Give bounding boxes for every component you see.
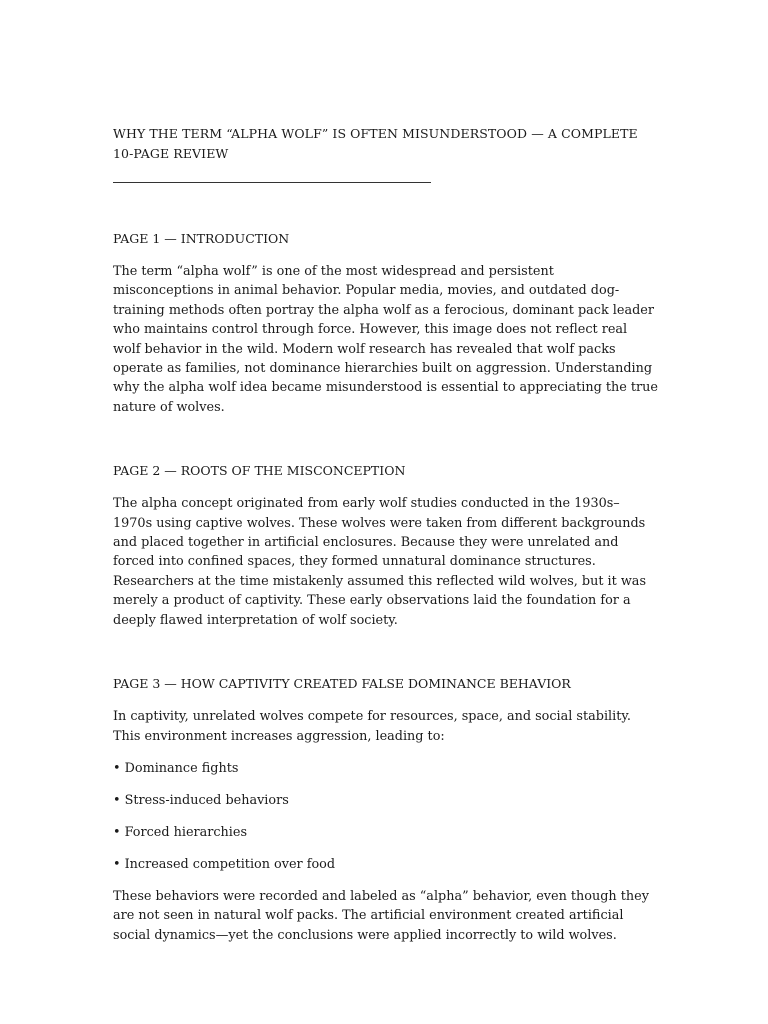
title-divider: [113, 182, 431, 183]
section-paragraph: The alpha concept originated from early wolf studies conducted in the 1930s–1970s using captive wolves. These wolves were taken from different backgrounds and placed together in artificial enclosures. Because they were unrelated and forced into confined spaces, they formed unnatural dominance structures. Researchers at the time mistakenly assumed this reflected wild wolves, but it was merely a product of captivity. These early observations laid the foundation for a deeply flawed interpretation of wolf society.: [113, 496, 647, 628]
section-heading: PAGE 1 — INTRODUCTION: [113, 231, 290, 246]
section-closing-paragraph: These behaviors were recorded and labeled as “alpha” behavior, even though they are not seen in natural wolf packs. The artificial environment created artificial social dynamics—yet the conclusions were applied incorrectly to wild wolves.: [113, 888, 649, 943]
document-title: WHY THE TERM “ALPHA WOLF” IS OFTEN MISUNDERSTOOD — A COMPLETE 10-PAGE REVIEW: [113, 126, 638, 161]
bullet-item: • Dominance fights: [113, 760, 239, 776]
section-paragraph: The term “alpha wolf” is one of the most widespread and persistent misconceptions in animal behavior. Popular media, movies, and outdated dog-training methods often portray the alpha wolf as a ferocious, dominant pack leader who maintains control through force. However, this image does not reflect real wolf behavior in the wild. Modern wolf research has revealed that wolf packs operate as families, not dominance hierarchies built on aggression. Understanding why the alpha wolf idea became misunderstood is essential to appreciating the true nature of wolves.: [113, 264, 658, 415]
section-page-2: [113, 462, 658, 630]
bullet-item: • Forced hierarchies: [113, 824, 248, 840]
bullet-item: • Increased competition over food: [113, 856, 336, 872]
section-intro-paragraph: In captivity, unrelated wolves compete for resources, space, and social stability. This environment increases aggression, leading to:: [113, 709, 631, 744]
document-page: [113, 124, 658, 945]
bullet-item: • Stress-induced behaviors: [113, 792, 289, 808]
section-page-1: [113, 230, 658, 417]
section-heading: PAGE 2 — ROOTS OF THE MISCONCEPTION: [113, 463, 406, 479]
section-heading: PAGE 3 — HOW CAPTIVITY CREATED FALSE DOMINANCE BEHAVIOR: [113, 676, 571, 692]
section-page-3: [113, 675, 658, 945]
